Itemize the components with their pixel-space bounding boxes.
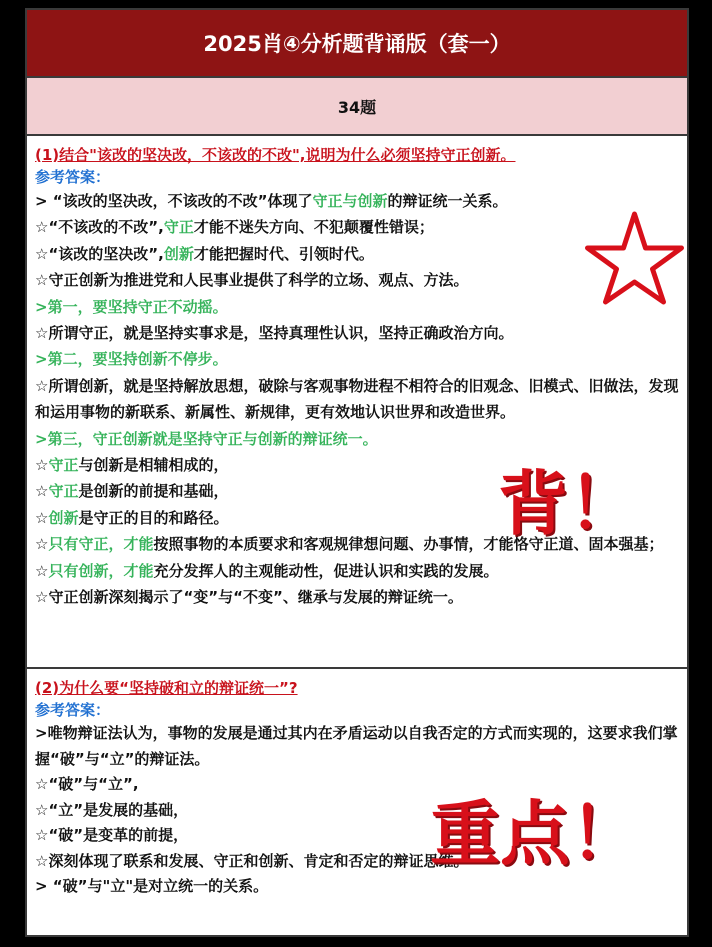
key-point-stamp: 重点！ [430,793,640,875]
memorize-stamp: 背！ [498,463,638,545]
answer-line: ☆深刻体现了联系和发展、守正和创新、肯定和否定的辩证思维。 [35,851,469,870]
star-shape [588,214,682,302]
answer-line: ☆守正与创新是相辅相成的， [35,456,229,475]
answer-line: ☆只有创新，才能充分发挥人的主观能动性，促进认识和实践的发展。 [35,561,499,580]
question-number-bar [27,76,687,136]
answer-paragraph: ☆所谓创新，就是坚持解放思想，破除与客观事物进程不相符合的旧观念、旧模式、旧做法，发现和运用事物的新联系、新属性、新规律，更有效地认识世界和改造世界。 [35,376,679,422]
star-icon [582,210,687,305]
answer-line: > “该改的坚决改，不该改的不改”体现了守正与创新的辩证统一关系。 [35,192,508,210]
point-heading-1: >第一，要坚持守正不动摇。 [35,297,228,316]
answer-line: ☆创新是守正的目的和路径。 [35,508,229,527]
answer-line: ☆所谓守正，就是坚持实事求是，坚持真理性认识，坚持正确政治方向。 [35,324,514,343]
answer-line: ☆守正是创新的前提和基础， [35,482,229,501]
question-1-title: (1)结合"该改的坚决改，不该改的不改",说明为什么必须坚持守正创新。 [35,146,516,164]
question-number: 34题 [337,97,377,117]
point-heading-2: >第二，要坚持创新不停步。 [35,350,228,369]
answer-line: ☆守正创新深刻揭示了“变”与“不变”、继承与发展的辩证统一。 [35,588,463,607]
answer-line: ☆“不该改的不改”,守正才能不迷失方向、不犯颠覆性错误； [35,218,434,237]
answer-line: ☆“该改的坚决改”,创新才能把握时代、引领时代。 [35,244,374,263]
answer-paragraph: ☆只有守正，才能按照事物的本质要求和客观规律想问题、办事情，才能恪守正道、固本强基； [35,535,664,554]
answer-paragraph: >唯物辩证法认为，事物的发展是通过其内在矛盾运动以自我否定的方式而实现的，这要求我们掌握“破”与“立”的辩证法。 [35,724,678,768]
answer-label-2: 参考答案： [35,701,111,719]
title-text: 2025肖④分析题背诵版（套一） [203,32,511,56]
answer-line: ☆“破”是变革的前提， [35,826,189,844]
answer-label-1: 参考答案： [35,168,111,186]
page-title [27,10,687,76]
question-2-title: (2)为什么要“坚持破和立的辩证统一”? [35,679,298,697]
answer-line: ☆“立”是发展的基础， [35,800,189,819]
point-heading-3: >第三，守正创新就是坚持守正与创新的辩证统一。 [35,429,378,448]
answer-line: ☆“破”与“立”, [35,775,139,793]
answer-line: > “破”与"立"是对立统一的关系。 [35,877,269,895]
answer-line: ☆守正创新为推进党和人民事业提供了科学的立场、观点、方法。 [35,271,469,290]
